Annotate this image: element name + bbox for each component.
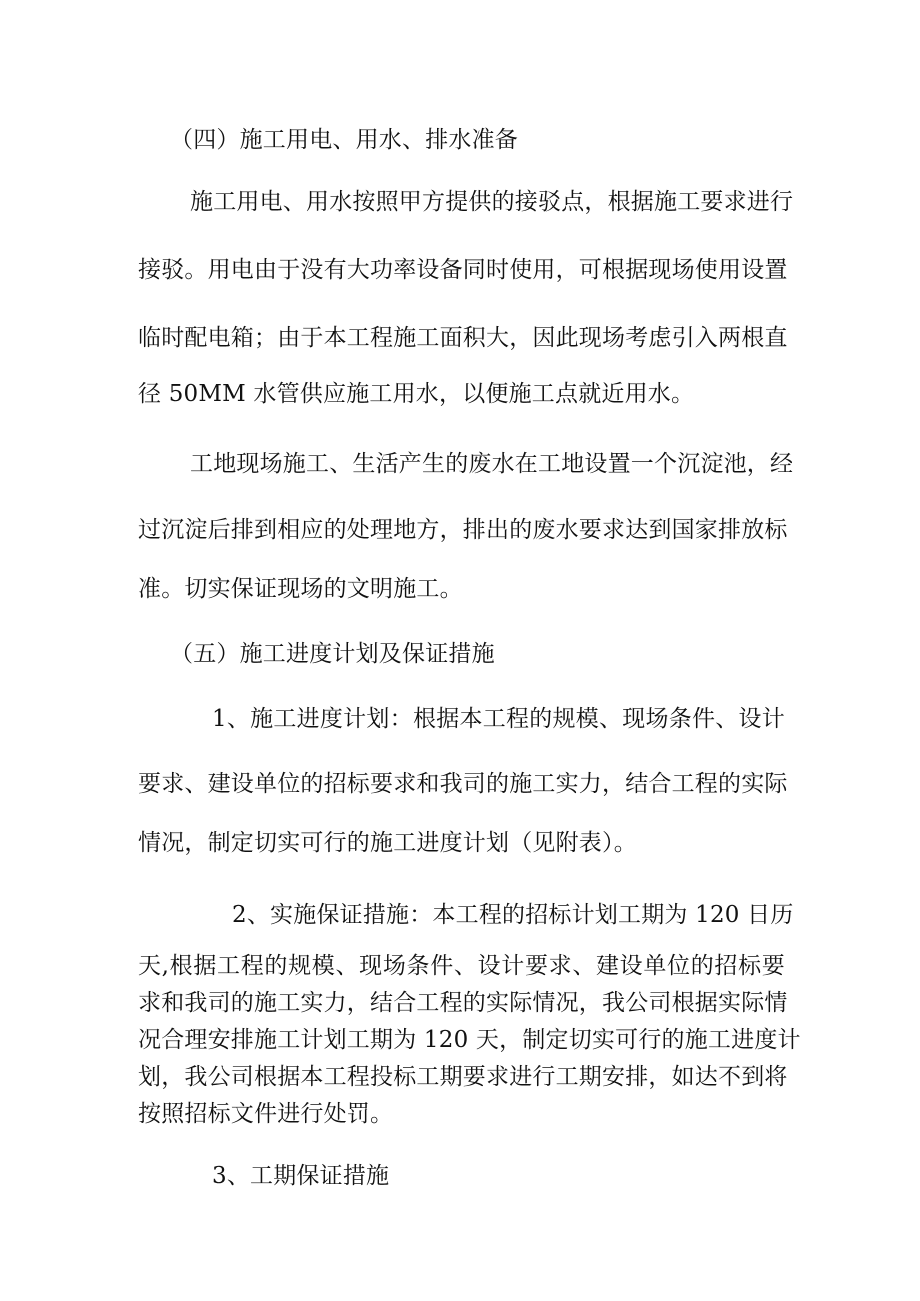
section-4-para-1-line-2: 接驳。用电由于没有大功率设备同时使用，可根据现场使用设置 [138, 257, 788, 283]
section-4-heading: （四）施工用电、用水、排水准备 [170, 127, 518, 153]
section-5-item-2-line-2: 天,根据工程的规模、现场条件、设计要求、建设单位的招标要 [138, 953, 785, 979]
section-4-para-1-line-3: 临时配电箱；由于本工程施工面积大，因此现场考虑引入两根直 [138, 325, 788, 351]
section-5-item-2-line-5: 划，我公司根据本工程投标工期要求进行工期安排，如达不到将 [138, 1064, 788, 1090]
section-4-para-2-line-3: 准。切实保证现场的文明施工。 [138, 576, 463, 602]
section-5-heading: （五）施工进度计划及保证措施 [170, 641, 495, 667]
section-5-item-2-line-4: 况合理安排施工计划工期为 120 天，制定切实可行的施工进度计 [138, 1027, 801, 1053]
section-4-para-2-line-2: 过沉淀后排到相应的处理地方，排出的废水要求达到国家排放标 [138, 517, 788, 543]
section-5-item-1-line-2: 要求、建设单位的招标要求和我司的施工实力，结合工程的实际 [138, 771, 788, 797]
section-5-item-3-heading: 3、工期保证措施 [212, 1163, 390, 1189]
section-5-item-2-line-3: 求和我司的施工实力，结合工程的实际情况，我公司根据实际情 [138, 990, 788, 1016]
section-4-para-1-line-1: 施工用电、用水按照甲方提供的接驳点，根据施工要求进行 [190, 189, 794, 215]
section-5-item-1-line-1: 1、施工进度计划：根据本工程的规模、现场条件、设计 [212, 706, 785, 732]
section-4-para-2-line-1: 工地现场施工、生活产生的废水在工地设置一个沉淀池，经 [190, 451, 794, 477]
section-4-para-1-line-4: 径 50MM 水管供应施工用水，以便施工点就近用水。 [138, 381, 695, 407]
section-5-item-1-line-3: 情况，制定切实可行的施工进度计划（见附表）。 [138, 830, 637, 856]
section-5-item-2-line-1: 2、实施保证措施：本工程的招标计划工期为 120 日历 [232, 902, 794, 928]
section-5-item-2-line-6: 按照招标文件进行处罚。 [138, 1101, 394, 1127]
